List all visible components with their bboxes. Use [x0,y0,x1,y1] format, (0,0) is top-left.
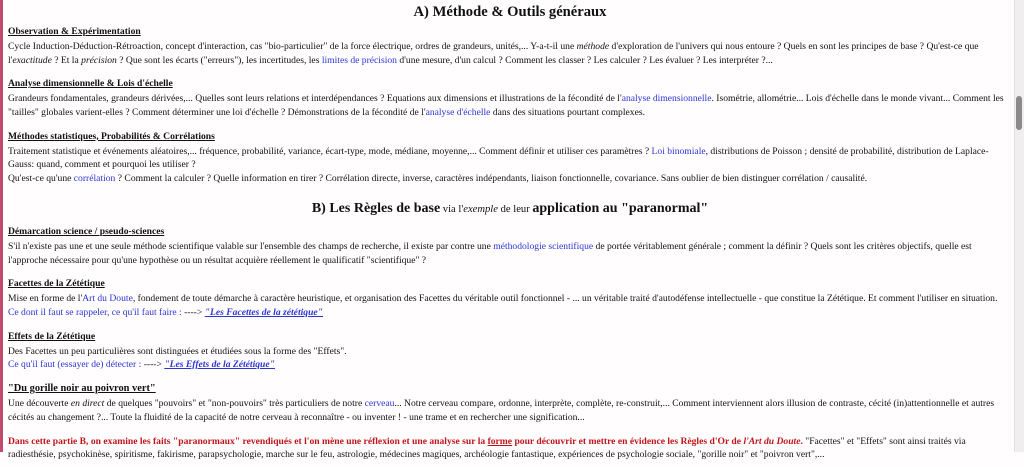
facettes-nav-link[interactable]: "Les Facettes de la zététique" [204,306,323,318]
statistics-section [8,130,1012,186]
facettes-text: Mise en forme de l'Art du Doute, fondement de toute démarche à caractère heuristique, et organisation des Facettes du véritable outil fonctionnel - ... un véritable traité d'autodéfense intellectuelle - que constitue la Zététique. Et comment l'utiliser en situation. [8,293,998,305]
scientific-methodology-link[interactable]: méthodologie scientifique [493,240,594,252]
cerveau-link[interactable]: cerveau [364,397,395,409]
page-content [8,0,1012,467]
art-du-doute-link[interactable]: Art du Doute [82,293,133,305]
binomial-law-link[interactable]: Loi binomiale [651,145,706,157]
gorille-text: Une découverte en direct de quelques "pouvoirs" et "non-pouvoirs" très particuliers de notre cerveau... Notre cerveau compare, ordonne, interprète, complète, re-construit,... Comment interviennent alors illusion de contraste, cécité (in)attentionnelle et autres cécités au changement ?... Toute la fluidité de la capacité de notre cerveau à reconnaître - ou inventer ! - une trame et en rechercher une signification... [8,397,995,423]
statistics-text: Traitement statistique et événements aléatoires,... fréquence, probabilité, variance, écart-type, mode, médiane, moyenne,... Comment définir et utiliser ces paramètres ? Loi binomiale, distributions de Poisson ; densité de probabilité, distribution de Laplace-Gauss: quand, comment et pourquoi les utiliser ? Qu'est-ce qu'une corrélation ? Comment la calculer ? Quelle information en tirer ? Corrélation directe, inverse, caractères indépendants, liaison fonctionnelle, covariance. Sans oublier de bien distinguer corrélation / causalité. [8,145,989,185]
dimensional-section [8,77,1012,119]
scrollbar-thumb[interactable] [1016,96,1022,130]
gorille-title: "Du gorille noir au poivron vert" [8,383,156,395]
dimensional-title: Analyse dimensionnelle & Lois d'échelle [8,78,173,90]
effets-nav-link[interactable]: "Les Effets de la Zététique" [164,359,275,371]
dimensional-analysis-link[interactable]: analyse dimensionnelle [621,93,712,105]
effets-section [8,330,1012,372]
scale-analysis-link[interactable]: analyse d'échelle [425,106,491,118]
left-accent-bar [0,0,3,452]
statistics-title: Méthodes statistiques, Probabilités & Corrélations [8,130,215,142]
effets-note: Ce qu'il faut (essayer de) détecter : ----> "Les Effets de la Zététique" [8,359,275,371]
demarcation-title: Démarcation science / pseudo-sciences [8,225,165,237]
effets-title: Effets de la Zététique [8,330,96,342]
section-b-heading: B) Les Règles de base via l'exemple de leur application au "paranormal" [311,200,709,216]
observation-section [8,25,1012,67]
observation-text: Cycle Induction-Déduction-Rétroaction, concept d'interaction, cas "bio-particulier" de la force électrique, ordres de grandeurs, unités,... Y-a-t-il une méthode d'exploration de l'univers qui nous entoure ? Quels en sont les principes de base ? Qu'est-ce que l'exactitude ? Et la précision ? Que sont les écarts ("erreurs"), les incertitudes, les limites de précision d'une mesure, d'un calcul ? Comment les classer ? Les calculer ? Les évaluer ? Les interpréter ?... [8,40,979,66]
vertical-scrollbar[interactable] [1014,0,1024,452]
facettes-title: Facettes de la Zététique [8,278,105,290]
section-a-heading: A) Méthode & Outils généraux [413,4,607,20]
facettes-note: Ce dont il faut se rappeler, ce qu'il faut faire : ----> "Les Facettes de la zététique" [8,306,323,318]
effets-text: Des Facettes un peu particulières sont distinguées et étudiées sous la forme des "Effets". [8,345,347,357]
demarcation-section [8,225,1012,267]
demarcation-text: S'il n'existe pas une et une seule méthode scientifique valable sur l'ensemble des champs de recherche, il existe par contre une méthodologie scientifique de portée véritablement générale ; comment la définir ? Quels sont les critères objectifs, quelle est l'approche nécessaire pour qu'une hypothèse ou un résultat acquière réellement le qualificatif "scientifique" ? [8,240,972,266]
gorille-section [8,382,1012,424]
dimensional-text: Grandeurs fondamentales, grandeurs dérivées,... Quelles sont leurs relations et interdépendances ? Equations aux dimensions et illustrations de la fécondité de l'analyse dimensionnelle. Isométrie, allométrie... Lois d'échelle dans le monde vivant... Comment les "tailles" globales varient-elles ? Comment déterminer une loi d'échelle ? Démonstrations de la fécondité de l'analyse d'échelle dans des situations pourtant complexes. [8,93,1004,118]
precision-limits-link[interactable]: limites de précision [321,54,397,66]
correlation-link[interactable]: corrélation [73,173,116,185]
facettes-section [8,277,1012,319]
closing-paragraph: Dans cette partie B, on examine les faits "paranormaux" revendiqués et l'on mène une réflexion et une analyse sur la forme pour découvrir et mettre en évidence les Règles d'Or de l'Art du Doute. "Facettes" et "Effets" sont ainsi traités via radiesthésie, psychokinèse, spiritisme, fakirisme, parapsychologie, marche sur le feu, astrologie, médecines magiques, archéologie fantastique, expériences de psychologie sociale, "gorille noir" et "poivron vert",... [8,435,966,461]
observation-title: Observation & Expérimentation [8,26,141,37]
